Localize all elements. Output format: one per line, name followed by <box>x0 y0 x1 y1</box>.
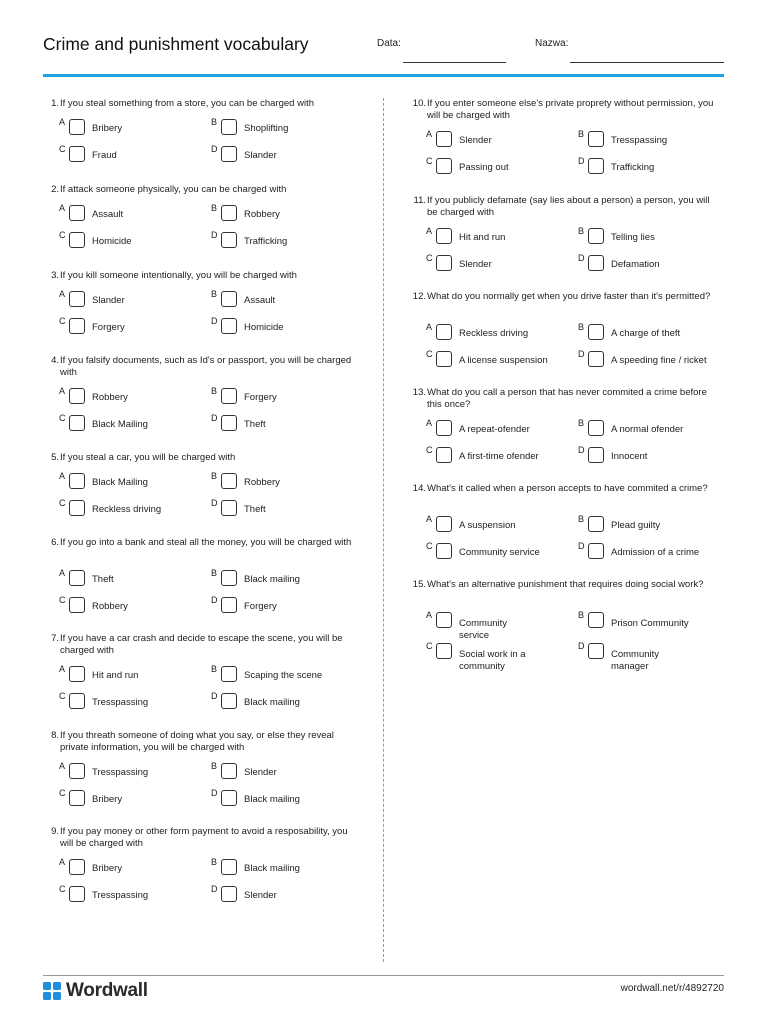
option-d[interactable] <box>578 445 728 463</box>
option-label: Slander <box>244 150 277 161</box>
option-letter: B <box>211 203 218 213</box>
option-a[interactable] <box>426 418 576 436</box>
option-letter: A <box>426 514 433 524</box>
option-letter: A <box>59 664 66 674</box>
question-text: What do you call a person that has never commited a crime before this once? <box>427 387 707 410</box>
answer-checkbox[interactable] <box>588 612 604 628</box>
option-d[interactable] <box>211 144 361 162</box>
question-number: 12. <box>412 291 426 302</box>
option-d[interactable] <box>211 413 361 431</box>
option-letter: B <box>211 664 218 674</box>
option-letter: C <box>59 595 66 605</box>
option-d[interactable] <box>578 156 728 174</box>
answer-checkbox[interactable] <box>69 318 85 334</box>
option-letter: A <box>59 117 66 127</box>
option-b[interactable] <box>211 289 361 307</box>
option-d[interactable] <box>578 253 728 271</box>
option-letter: B <box>578 129 585 139</box>
answer-checkbox[interactable] <box>221 318 237 334</box>
option-letter: C <box>59 691 66 701</box>
option-label: Bribery <box>92 123 123 134</box>
answer-checkbox[interactable] <box>69 473 85 489</box>
answer-checkbox[interactable] <box>69 666 85 682</box>
answer-checkbox[interactable] <box>69 570 85 586</box>
option-c[interactable] <box>59 884 209 902</box>
question-number: 6. <box>51 537 59 548</box>
option-letter: D <box>211 788 218 798</box>
option-label: A repeat-ofender <box>459 424 530 435</box>
option-label: Reckless driving <box>459 328 529 339</box>
option-label: A speeding fine / ricket <box>611 355 707 366</box>
question-number: 5. <box>51 452 59 463</box>
option-letter: C <box>59 144 66 154</box>
option-a[interactable] <box>59 761 209 779</box>
question-number: 9. <box>51 826 59 837</box>
question-text: If you falsify documents, such as Id's or passport, you will be charged with <box>60 355 352 378</box>
answer-checkbox[interactable] <box>221 597 237 613</box>
option-label: Black Mailing <box>92 477 148 488</box>
option-label: Prison Community <box>611 618 689 629</box>
option-letter: D <box>211 595 218 605</box>
option-c[interactable] <box>426 641 576 672</box>
answer-checkbox[interactable] <box>69 146 85 162</box>
option-label: Hit and run <box>459 232 506 243</box>
option-label: A first-time ofender <box>459 451 539 462</box>
question-number: 7. <box>51 633 59 644</box>
option-letter: C <box>426 349 433 359</box>
answer-checkbox[interactable] <box>588 447 604 463</box>
option-letter: B <box>578 418 585 428</box>
wordwall-logo-icon <box>43 982 61 1000</box>
option-letter: B <box>578 226 585 236</box>
option-b[interactable] <box>578 226 728 244</box>
option-c[interactable] <box>426 541 576 559</box>
question-text: If you have a car crash and decide to escape the scene, you will be charged with <box>60 633 343 656</box>
answer-checkbox[interactable] <box>69 291 85 307</box>
option-letter: A <box>59 568 66 578</box>
option-letter: A <box>426 610 433 620</box>
option-c[interactable] <box>426 253 576 271</box>
option-c[interactable] <box>59 595 209 613</box>
question-number: 3. <box>51 270 59 281</box>
answer-checkbox[interactable] <box>436 131 452 147</box>
answer-checkbox[interactable] <box>436 351 452 367</box>
option-label: Black Mailing <box>92 419 148 430</box>
answer-checkbox[interactable] <box>69 388 85 404</box>
answer-checkbox[interactable] <box>221 666 237 682</box>
option-letter: B <box>211 761 218 771</box>
option-letter: D <box>578 349 585 359</box>
answer-checkbox[interactable] <box>436 516 452 532</box>
option-c[interactable] <box>59 413 209 431</box>
option-d[interactable] <box>211 691 361 709</box>
option-label: Robbery <box>244 209 280 220</box>
option-d[interactable] <box>578 641 728 672</box>
option-a[interactable] <box>426 322 576 340</box>
answer-checkbox[interactable] <box>69 415 85 431</box>
answer-checkbox[interactable] <box>588 543 604 559</box>
answer-checkbox[interactable] <box>69 763 85 779</box>
option-letter: C <box>426 641 433 651</box>
option-letter: A <box>59 761 66 771</box>
option-a[interactable] <box>59 568 209 586</box>
option-label: Tresspassing <box>92 697 149 708</box>
option-label: Black mailing <box>244 697 300 708</box>
answer-checkbox[interactable] <box>69 500 85 516</box>
option-label: Telling lies <box>611 232 655 243</box>
option-label: Community service <box>459 547 540 558</box>
question-number: 1. <box>51 98 59 109</box>
answer-checkbox[interactable] <box>436 228 452 244</box>
option-letter: D <box>578 445 585 455</box>
footer-divider <box>43 975 724 976</box>
option-letter: C <box>59 413 66 423</box>
option-b[interactable] <box>211 568 361 586</box>
option-letter: A <box>59 203 66 213</box>
option-letter: D <box>211 498 218 508</box>
option-label: A charge of theft <box>611 328 681 339</box>
option-letter: A <box>426 129 433 139</box>
option-b[interactable] <box>211 664 361 682</box>
option-label: Homicide <box>244 322 284 333</box>
option-letter: B <box>578 610 585 620</box>
option-label: Forgery <box>92 322 125 333</box>
option-label: Black mailing <box>244 794 300 805</box>
option-letter: B <box>211 471 218 481</box>
date-label: Data: <box>377 38 401 49</box>
answer-checkbox[interactable] <box>221 119 237 135</box>
answer-checkbox[interactable] <box>588 324 604 340</box>
option-letter: D <box>211 884 218 894</box>
answer-checkbox[interactable] <box>588 420 604 436</box>
option-letter: A <box>426 322 433 332</box>
option-c[interactable] <box>59 230 209 248</box>
answer-checkbox[interactable] <box>221 790 237 806</box>
option-b[interactable] <box>211 761 361 779</box>
answer-checkbox[interactable] <box>436 643 452 659</box>
option-letter: A <box>59 386 66 396</box>
option-label: A suspension <box>459 520 516 531</box>
answer-checkbox[interactable] <box>69 859 85 875</box>
option-letter: D <box>578 253 585 263</box>
option-letter: B <box>211 289 218 299</box>
option-letter: C <box>426 253 433 263</box>
answer-checkbox[interactable] <box>221 500 237 516</box>
question-text: What's it called when a person accepts to have commited a crime? <box>427 483 708 494</box>
option-b[interactable] <box>578 129 728 147</box>
answer-checkbox[interactable] <box>588 351 604 367</box>
option-c[interactable] <box>426 349 576 367</box>
answer-checkbox[interactable] <box>436 420 452 436</box>
option-label: Slender <box>459 135 492 146</box>
option-label: Trafficking <box>244 236 288 247</box>
option-letter: C <box>426 156 433 166</box>
option-letter: D <box>578 641 585 651</box>
option-label: Theft <box>92 574 114 585</box>
option-letter: B <box>211 386 218 396</box>
question-number: 8. <box>51 730 59 741</box>
option-label: Black mailing <box>244 863 300 874</box>
question-text: If attack someone physically, you can be charged with <box>60 184 287 195</box>
option-label: Bribery <box>92 863 123 874</box>
answer-checkbox[interactable] <box>588 228 604 244</box>
answer-checkbox[interactable] <box>221 205 237 221</box>
option-label: Assault <box>92 209 124 220</box>
option-letter: B <box>578 514 585 524</box>
question-text: What do you normally get when you drive faster than it's permitted? <box>427 291 711 302</box>
answer-checkbox[interactable] <box>436 612 452 628</box>
question-text: If you publicly defamate (say lies about a person) a person, you will be charged with <box>427 195 710 218</box>
question-number: 10. <box>412 98 426 109</box>
answer-checkbox[interactable] <box>69 205 85 221</box>
option-a[interactable] <box>426 610 576 641</box>
answer-checkbox[interactable] <box>221 415 237 431</box>
option-d[interactable] <box>578 541 728 559</box>
option-b[interactable] <box>211 857 361 875</box>
answer-checkbox[interactable] <box>436 255 452 271</box>
option-label: Tresspassing <box>611 135 668 146</box>
option-b[interactable] <box>578 610 728 628</box>
option-c[interactable] <box>59 691 209 709</box>
option-letter: C <box>59 230 66 240</box>
option-letter: D <box>578 541 585 551</box>
option-letter: C <box>426 445 433 455</box>
answer-checkbox[interactable] <box>588 516 604 532</box>
option-c[interactable] <box>59 316 209 334</box>
option-label: Black mailing <box>244 574 300 585</box>
page-title: Crime and punishment vocabulary <box>43 34 309 54</box>
answer-checkbox[interactable] <box>221 570 237 586</box>
option-b[interactable] <box>211 117 361 135</box>
option-a[interactable] <box>426 514 576 532</box>
option-letter: A <box>59 471 66 481</box>
option-label: Admission of a crime <box>611 547 700 558</box>
option-label: Robbery <box>92 601 128 612</box>
option-label: Tresspassing <box>92 890 149 901</box>
option-c[interactable] <box>426 156 576 174</box>
option-label: Defamation <box>611 259 660 270</box>
answer-checkbox[interactable] <box>588 255 604 271</box>
answer-checkbox[interactable] <box>69 119 85 135</box>
option-c[interactable] <box>59 498 209 516</box>
option-letter: B <box>578 322 585 332</box>
option-d[interactable] <box>211 595 361 613</box>
option-a[interactable] <box>426 129 576 147</box>
option-letter: D <box>211 144 218 154</box>
option-a[interactable] <box>59 117 209 135</box>
option-label: Robbery <box>244 477 280 488</box>
answer-checkbox[interactable] <box>588 643 604 659</box>
answer-checkbox[interactable] <box>221 388 237 404</box>
answer-checkbox[interactable] <box>436 324 452 340</box>
answer-checkbox[interactable] <box>221 473 237 489</box>
date-field[interactable] <box>403 62 506 63</box>
option-label: Plead guilty <box>611 520 661 531</box>
option-letter: A <box>59 857 66 867</box>
answer-checkbox[interactable] <box>221 146 237 162</box>
question-number: 15. <box>412 579 426 590</box>
answer-checkbox[interactable] <box>588 158 604 174</box>
answer-checkbox[interactable] <box>436 543 452 559</box>
header-divider <box>43 74 724 77</box>
option-b[interactable] <box>211 203 361 221</box>
option-label: Slender <box>244 890 277 901</box>
question-text: If you steal something from a store, you can be charged with <box>60 98 314 109</box>
option-letter: B <box>211 117 218 127</box>
option-label: Hit and run <box>92 670 139 681</box>
answer-checkbox[interactable] <box>69 693 85 709</box>
option-label: A normal ofender <box>611 424 684 435</box>
option-label: Homicide <box>92 236 132 247</box>
question-text: What's an alternative punishment that requires doing social work? <box>427 579 704 590</box>
option-label: Shoplifting <box>244 123 289 134</box>
option-label: Scaping the scene <box>244 670 323 681</box>
column-divider <box>383 98 384 962</box>
option-b[interactable] <box>578 418 728 436</box>
option-d[interactable] <box>211 230 361 248</box>
name-label: Nazwa: <box>535 38 569 49</box>
answer-checkbox[interactable] <box>436 158 452 174</box>
option-b[interactable] <box>578 514 728 532</box>
option-letter: D <box>211 413 218 423</box>
answer-checkbox[interactable] <box>221 763 237 779</box>
question-text: If you kill someone intentionally, you will be charged with <box>60 270 297 281</box>
name-field[interactable] <box>570 62 724 63</box>
option-a[interactable] <box>59 386 209 404</box>
option-a[interactable] <box>426 226 576 244</box>
option-a[interactable] <box>59 664 209 682</box>
answer-checkbox[interactable] <box>221 886 237 902</box>
option-label: Bribery <box>92 794 123 805</box>
question-text: If you pay money or other form payment to avoid a resposability, you will be charged with <box>60 826 348 849</box>
option-label: Slender <box>459 259 492 270</box>
question-text: If you go into a bank and steal all the money, you will be charged with <box>60 537 352 548</box>
question-text: If you threath someone of doing what you say, or else they reveal private information, you will be charged with <box>60 730 334 753</box>
option-a[interactable] <box>59 471 209 489</box>
option-c[interactable] <box>59 788 209 806</box>
answer-checkbox[interactable] <box>69 886 85 902</box>
option-d[interactable] <box>211 498 361 516</box>
question-number: 4. <box>51 355 59 366</box>
option-a[interactable] <box>59 203 209 221</box>
option-label: Community service <box>459 618 508 641</box>
option-letter: D <box>211 691 218 701</box>
option-b[interactable] <box>211 471 361 489</box>
option-b[interactable] <box>578 322 728 340</box>
option-label: Slander <box>92 295 125 306</box>
question-number: 11. <box>413 195 426 206</box>
answer-checkbox[interactable] <box>69 790 85 806</box>
option-letter: D <box>211 316 218 326</box>
option-c[interactable] <box>426 445 576 463</box>
option-letter: A <box>426 418 433 428</box>
option-letter: C <box>59 884 66 894</box>
option-label: A license suspension <box>459 355 548 366</box>
option-label: Assault <box>244 295 276 306</box>
option-label: Slender <box>244 767 277 778</box>
option-label: Trafficking <box>611 162 655 173</box>
option-letter: C <box>426 541 433 551</box>
option-c[interactable] <box>59 144 209 162</box>
answer-checkbox[interactable] <box>221 693 237 709</box>
question-number: 2. <box>51 184 59 195</box>
option-a[interactable] <box>59 289 209 307</box>
question-text: If you steal a car, you will be charged with <box>60 452 236 463</box>
option-label: Innocent <box>611 451 648 462</box>
question-text: If you enter someone else's private proprety without permission, you will be charged with <box>427 98 714 121</box>
option-label: Social work in a community <box>459 649 526 672</box>
answer-checkbox[interactable] <box>588 131 604 147</box>
option-label: Tresspassing <box>92 767 149 778</box>
option-label: Forgery <box>244 392 277 403</box>
option-label: Reckless driving <box>92 504 162 515</box>
option-d[interactable] <box>211 316 361 334</box>
option-label: Robbery <box>92 392 128 403</box>
answer-checkbox[interactable] <box>69 232 85 248</box>
answer-checkbox[interactable] <box>69 597 85 613</box>
option-d[interactable] <box>578 349 728 367</box>
option-letter: C <box>59 316 66 326</box>
option-d[interactable] <box>211 884 361 902</box>
option-letter: D <box>578 156 585 166</box>
answer-checkbox[interactable] <box>436 447 452 463</box>
option-a[interactable] <box>59 857 209 875</box>
answer-checkbox[interactable] <box>221 232 237 248</box>
option-letter: B <box>211 568 218 578</box>
option-letter: A <box>426 226 433 236</box>
option-label: Theft <box>244 419 266 430</box>
option-label: Forgery <box>244 601 277 612</box>
option-label: Fraud <box>92 150 117 161</box>
option-letter: A <box>59 289 66 299</box>
option-d[interactable] <box>211 788 361 806</box>
option-label: Theft <box>244 504 266 515</box>
question-number: 13. <box>412 387 426 398</box>
answer-checkbox[interactable] <box>221 291 237 307</box>
option-letter: C <box>59 498 66 508</box>
option-letter: C <box>59 788 66 798</box>
wordwall-logo-text: Wordwall <box>66 980 148 1001</box>
option-letter: B <box>211 857 218 867</box>
option-b[interactable] <box>211 386 361 404</box>
answer-checkbox[interactable] <box>221 859 237 875</box>
question-number: 14. <box>412 483 426 494</box>
wordwall-logo <box>43 981 148 1001</box>
option-label: Passing out <box>459 162 509 173</box>
footer-url[interactable]: wordwall.net/r/4892720 <box>620 983 724 994</box>
option-letter: D <box>211 230 218 240</box>
option-label: Community manager <box>611 649 660 672</box>
